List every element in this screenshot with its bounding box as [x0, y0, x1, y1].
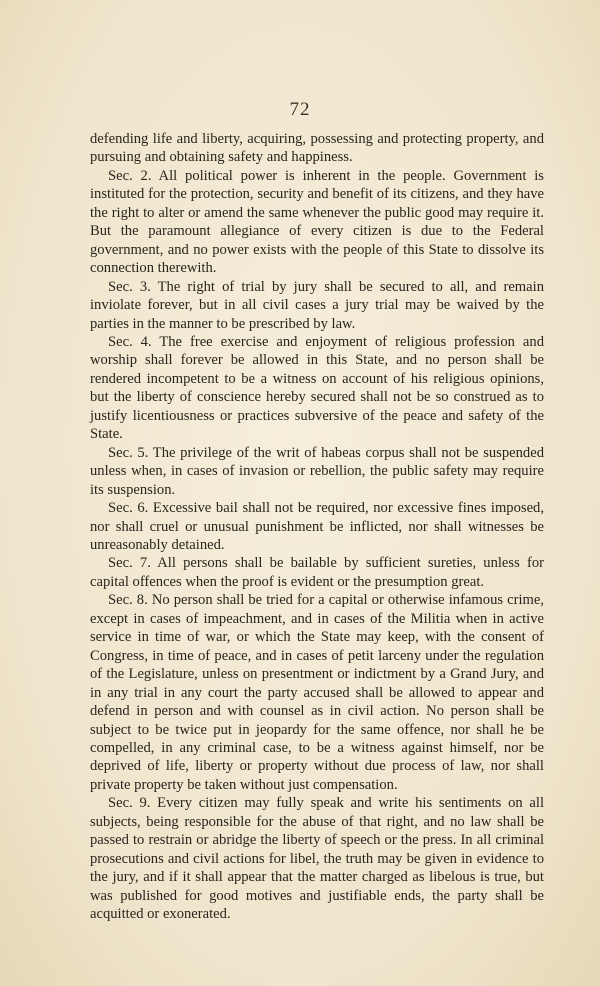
section-4: Sec. 4. The free exercise and enjoyment of religious profession and worship shall forever be allowed in this State, and no person shall be rendered incompetent to be a witness on account of his religious opinions, but the liberty of conscience hereby secured shall not be so construed as to justify licentiousness or practices subversive of the peace and safety of the State.: [90, 333, 544, 443]
section-9: Sec. 9. Every citizen may fully speak and write his sentiments on all subjects, being responsible for the abuse of that right, and no law shall be passed to restrain or abridge the liberty of speech or the press. In all criminal prosecutions and civil actions for libel, the truth may be given in evidence to the jury, and if it shall appear that the matter charged as libelous is true, but was published for good motives and justifiable ends, the party shall be acquitted or exonerated.: [90, 795, 544, 923]
section-7: Sec. 7. All persons shall be bailable by sufficient sureties, unless for capital offences when the proof is evident or the presumption great.: [90, 555, 544, 590]
body-text: [90, 130, 544, 923]
page-number: 72: [289, 99, 311, 120]
section-6: Sec. 6. Excessive bail shall not be required, nor excessive fines imposed, nor shall cruel or unusual punishment be inflicted, nor shall witnesses be unreasonably detained.: [90, 500, 544, 553]
section-2: Sec. 2. All political power is inherent in the people. Government is instituted for the protection, security and benefit of its citizens, and they have the right to alter or amend the same whenever the public good may require it. But the paramount allegiance of every citizen is due to the Federal government, and no power exists with the people of this State to dissolve its connection therewith.: [90, 167, 544, 277]
section-8: Sec. 8. No person shall be tried for a capital or otherwise infamous crime, except in cases of impeachment, and in cases of the Militia when in active service in time of war, or which the State may keep, with the consent of Congress, in time of peace, and in cases of petit larceny under the regulation of the Legislature, unless on presentment or indictment by a Grand Jury, and in any trial in any court the party accused shall be allowed to appear and defend in person and with counsel as in civil action. No person shall be subject to be twice put in jeopardy for the same offence, nor shall he be compelled, in any criminal case, to be a witness against himself, nor be deprived of life, liberty or property without due process of law, nor shall private property be taken without just compensation.: [90, 592, 544, 793]
section-3: Sec. 3. The right of trial by jury shall be secured to all, and remain inviolate forever, but in all civil cases a jury trial may be waived by the parties in the manner to be prescribed by law.: [90, 278, 544, 332]
paragraph-continuation: defending life and liberty, acquiring, possessing and protecting property, and pursuing and obtaining safety and happiness.: [90, 131, 544, 166]
section-5: Sec. 5. The privilege of the writ of habeas corpus shall not be suspended unless when, in cases of invasion or rebellion, the public safety may require its suspension.: [90, 444, 544, 498]
